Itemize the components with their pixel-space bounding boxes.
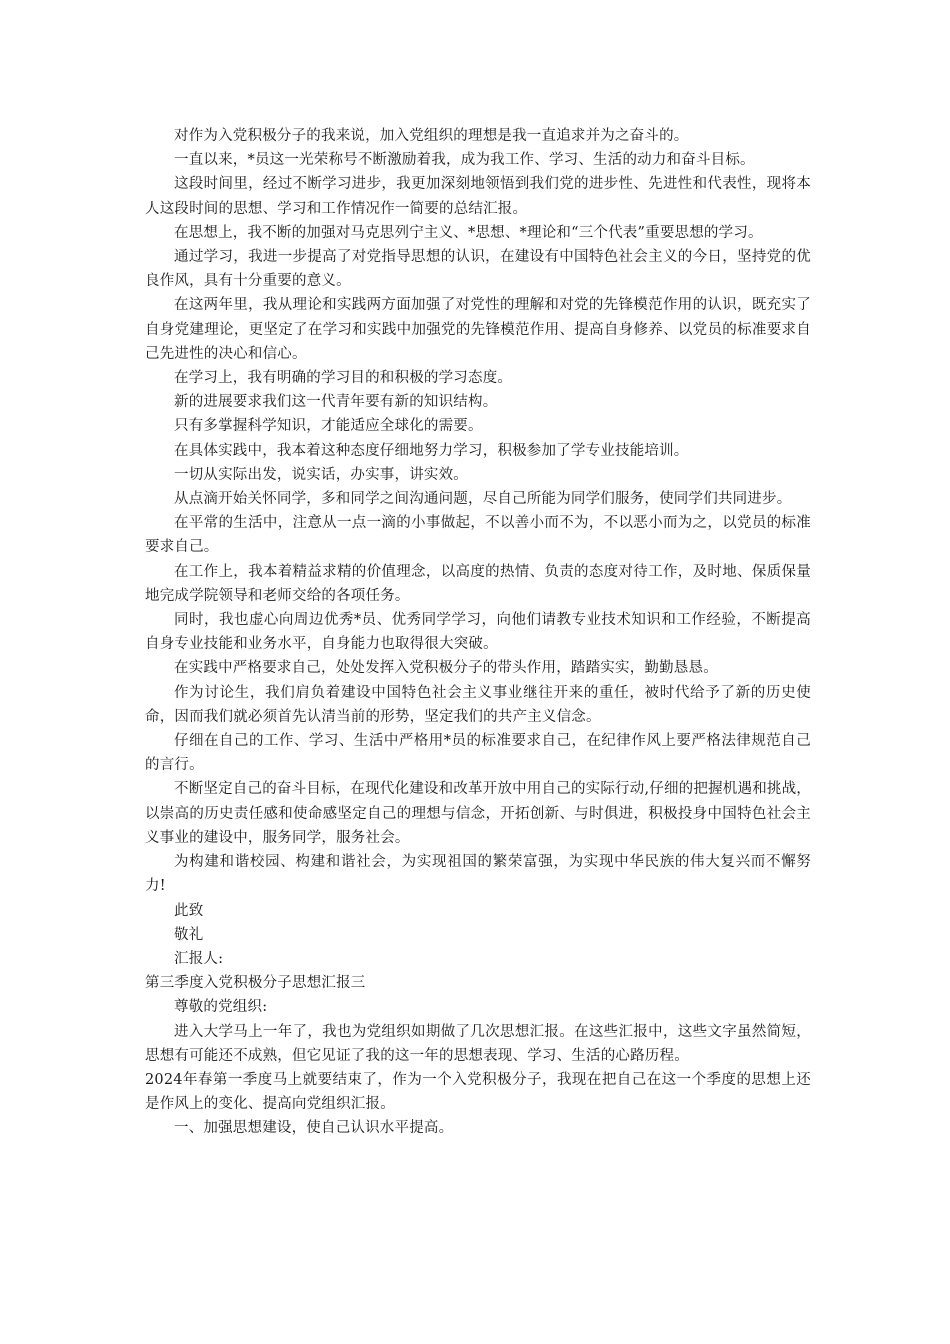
paragraph: 这段时间里，经过不断学习进步，我更加深刻地领悟到我们党的进步性、先进性和代表性，现将本人这段时间的思想、学习和工作情况作一简要的总结汇报。 (145, 176, 811, 217)
greeting: 尊敬的党组织: (174, 999, 268, 1016)
paragraph: 新的进展要求我们这一代青年要有新的知识结构。 (174, 394, 498, 411)
paragraph: 一切从实际出发，说实话，办实事，讲实效。 (174, 466, 468, 483)
paragraph: 在工作上，我本着精益求精的价值理念，以高度的热情、负责的态度对待工作，及时地、保质保量地完成学院领导和老师交给的各项任务。 (145, 563, 811, 604)
paragraph: 同时，我也虚心向周边优秀*员、优秀同学学习，向他们请教专业技术知识和工作经验，不断提高自身专业技能和业务水平，自身能力也取得很大突破。 (145, 612, 811, 653)
reporter-label: 汇报人: (174, 950, 224, 967)
paragraph: 对作为入党积极分子的我来说，加入党组织的理想是我一直追求并为之奋斗的。 (174, 128, 689, 144)
section-title: 第三季度入党积极分子思想汇报三 (145, 975, 366, 992)
paragraph: 在这两年里，我从理论和实践两方面加强了对党性的理解和对党的先锋模范作用的认识，既充实了自身党建理论，更坚定了在学习和实践中加强党的先锋模范作用、提高自身修养、以党员的标准要求自己先进性的决心和信心。 (145, 297, 811, 362)
paragraph: 从点滴开始关怀同学，多和同学之间沟通问题，尽自己所能为同学们服务，使同学们共同进步。 (174, 491, 792, 508)
paragraph: 通过学习，我进一步提高了对党指导思想的认识，在建设有中国特色社会主义的今日，坚持党的优良作风，具有十分重要的意义。 (145, 249, 811, 290)
paragraph: 一直以来，*员这一光荣称号不断激励着我，成为我工作、学习、生活的动力和奋斗目标。 (174, 152, 755, 169)
paragraph: 在学习上，我有明确的学习目的和积极的学习态度。 (174, 370, 513, 387)
closing-salutation: 此致 (174, 902, 204, 919)
paragraph: 在平常的生活中，注意从一点一滴的小事做起，不以善小而不为，不以恶小而为之，以党员的标准要求自己。 (145, 515, 811, 556)
paragraph: 进入大学马上一年了，我也为党组织如期做了几次思想汇报。在这些汇报中，这些文字虽然简短，思想有可能还不成熟，但它见证了我的这一年的思想表现、学习、生活的心路历程。 (145, 1023, 811, 1064)
paragraph: 2024年春第一季度马上就要结束了，作为一个入党积极分子，我现在把自己在这一个季度的思想上还是作风上的变化、提高向党组织汇报。 (145, 1071, 811, 1113)
document-body (145, 124, 811, 1141)
paragraph: 只有多掌握科学知识，才能适应全球化的需要。 (174, 418, 483, 435)
paragraph: 作为讨论生，我们肩负着建设中国特色社会主义事业继往开来的重任，被时代给予了新的历史使命，因而我们就必须首先认清当前的形势，坚定我们的共产主义信念。 (145, 684, 811, 725)
closing-regards: 敬礼 (174, 926, 204, 943)
paragraph: 仔细在自己的工作、学习、生活中严格用*员的标准要求自己，在纪律作风上要严格法律规范自己的言行。 (145, 733, 811, 774)
paragraph: 在思想上，我不断的加强对马克思列宁主义、*思想、*理论和“三个代表”重要思想的学习。 (174, 224, 763, 241)
section-heading: 一、加强思想建设，使自己认识水平提高。 (174, 1120, 454, 1137)
paragraph: 为构建和谐校园、构建和谐社会，为实现祖国的繁荣富强，为实现中华民族的伟大复兴而不懈努力! (145, 854, 811, 895)
paragraph: 在具体实践中，我本着这种态度仔细地努力学习，积极参加了学专业技能培训。 (174, 442, 689, 459)
paragraph: 不断坚定自己的奋斗目标，在现代化建设和改革开放中用自己的实际行动,仔细的把握机遇和挑战，以崇高的历史责任感和使命感坚定自己的理想与信念，开拓创新、与时俱进，积极投身中国特色社会主义事业的建设中，服务同学，服务社会。 (145, 781, 811, 846)
paragraph: 在实践中严格要求自己，处处发挥入党积极分子的带头作用，踏踏实实，勤勤恳恳。 (174, 660, 718, 677)
